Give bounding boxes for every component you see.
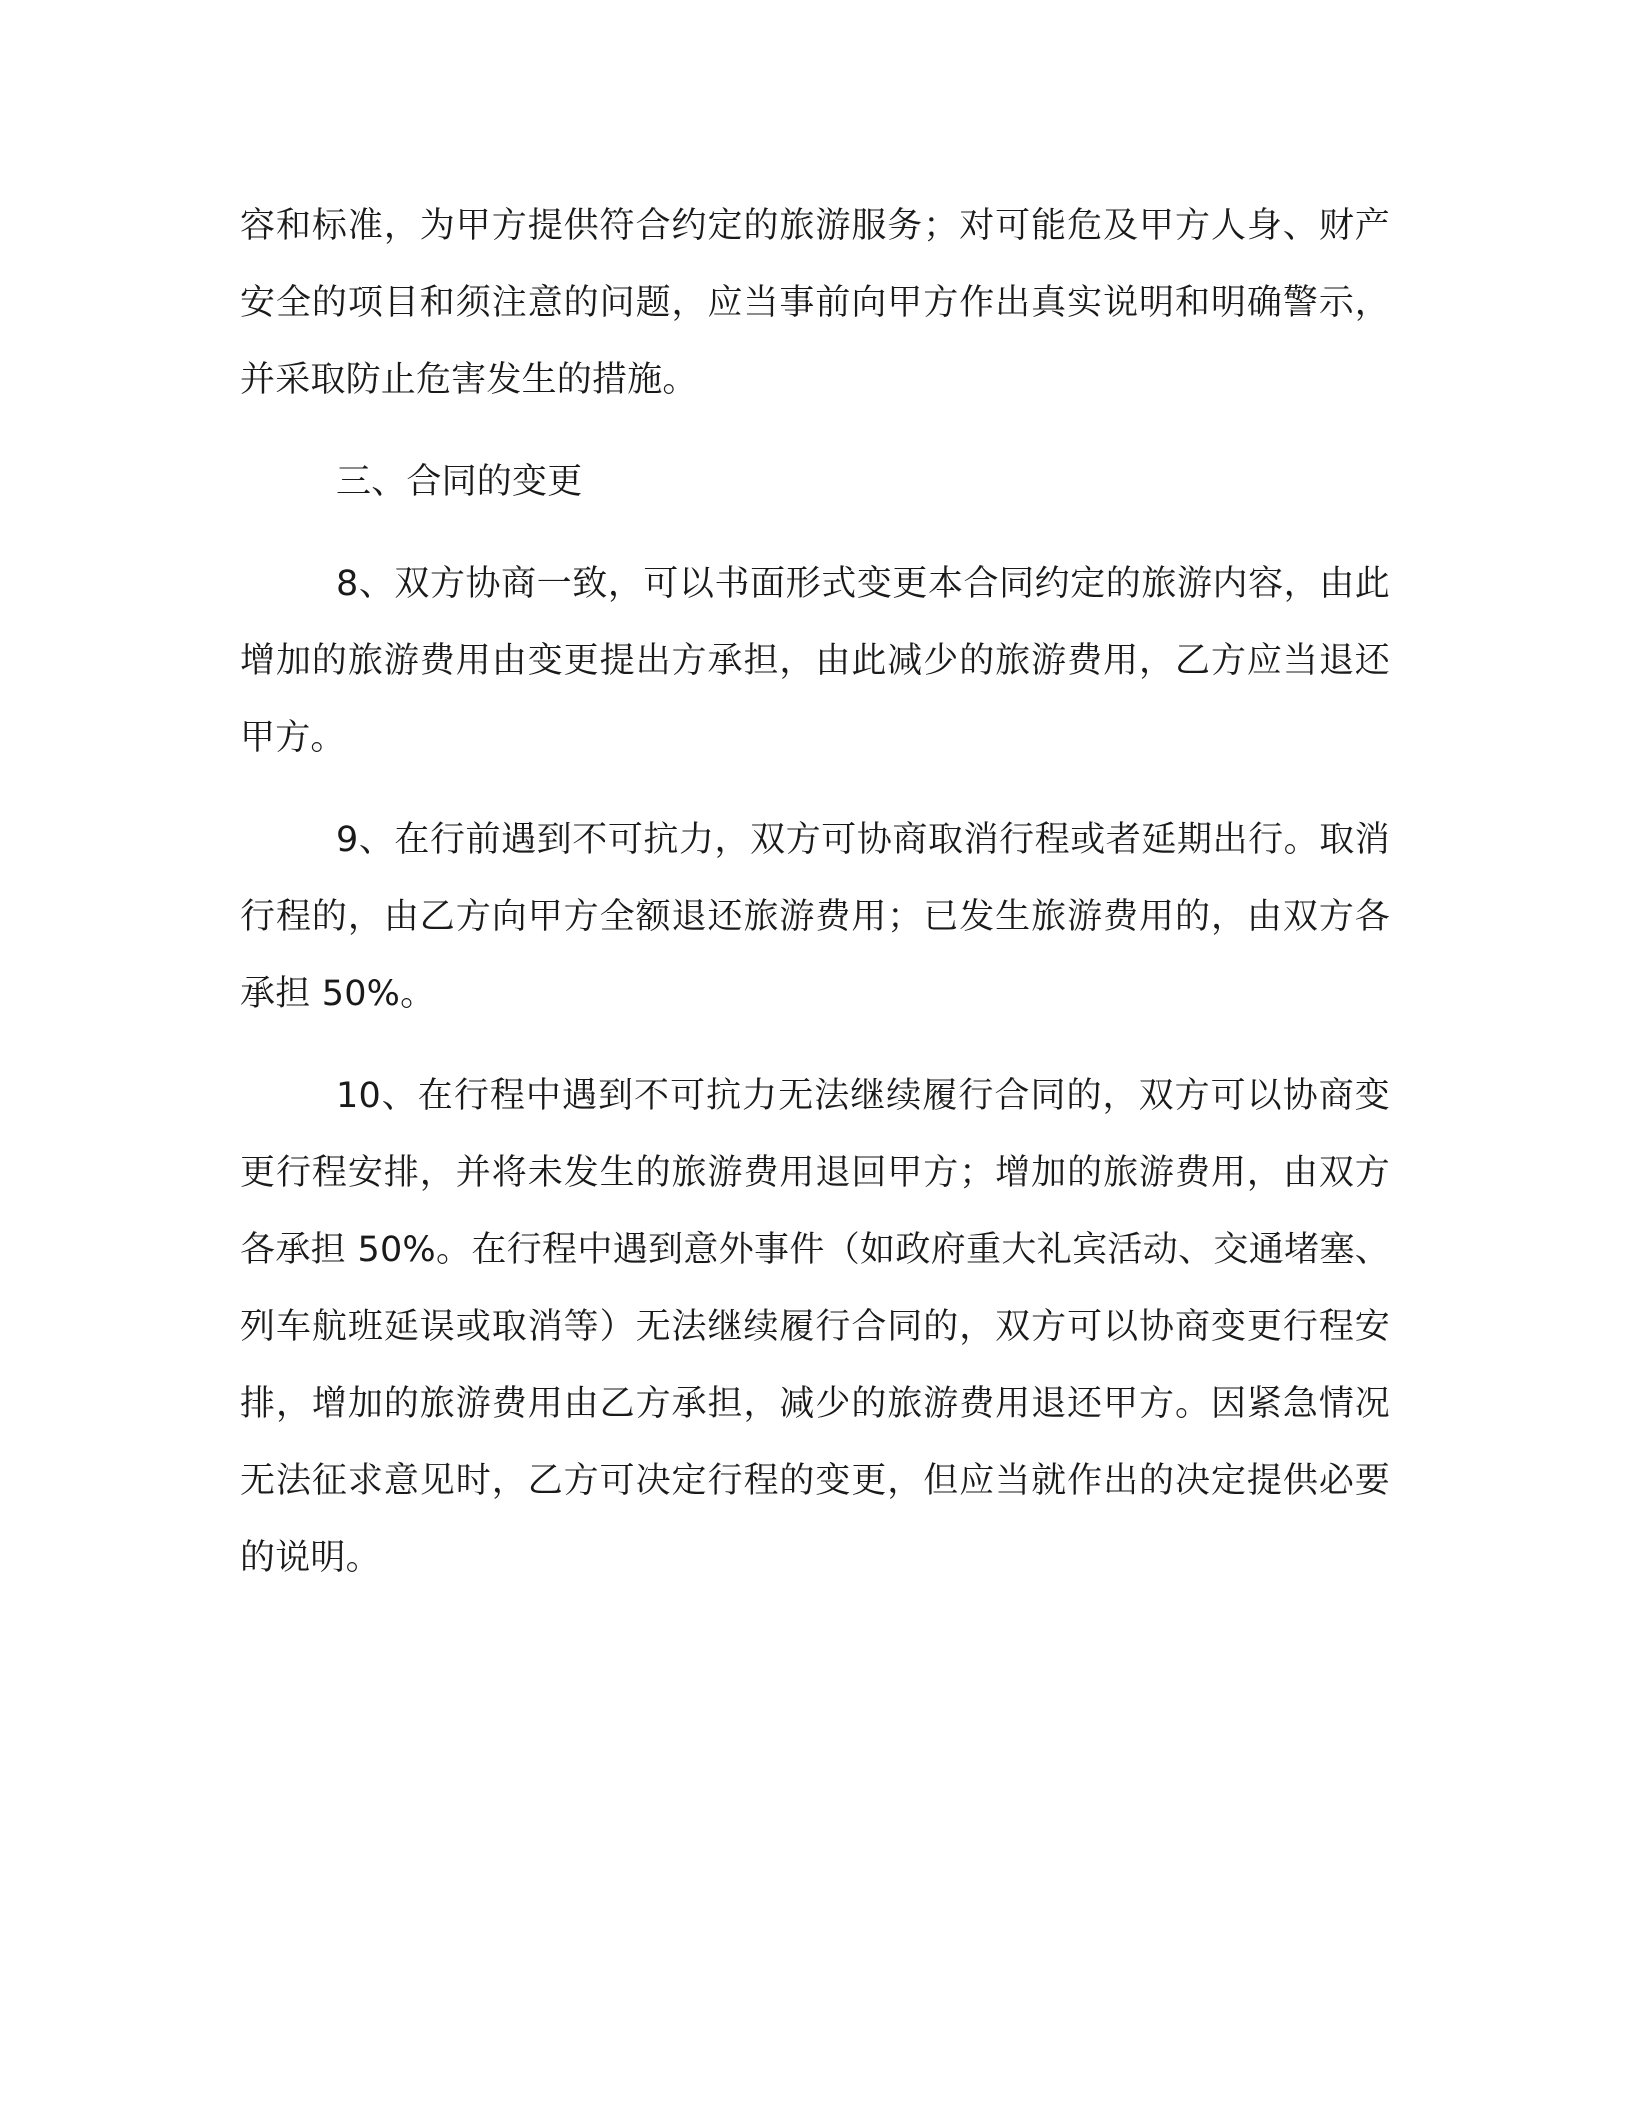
clause-9-paragraph: 9、在行前遇到不可抗力，双方可协商取消行程或者延期出行。取消行程的，由乙方向甲方全额退还旅游费用；已发生旅游费用的，由双方各承担 50%。 [240,820,1390,1014]
paragraph-continuation: 容和标准，为甲方提供符合约定的旅游服务；对可能危及甲方人身、财产安全的项目和须注意的问题，应当事前向甲方作出真实说明和明确警示，并采取防止危害发生的措施。 [240,206,1390,400]
clause-10-paragraph: 10、在行程中遇到不可抗力无法继续履行合同的，双方可以协商变更行程安排，并将未发生的旅游费用退回甲方；增加的旅游费用，由双方各承担 50%。在行程中遇到意外事件（如政府重大礼宾活动、交通堵塞、列车航班延误或取消等）无法继续履行合同的，双方可以协商变更行程安排，增加的旅游费用由乙方承担，减少的旅游费用退还甲方。因紧急情况无法征求意见时，乙方可决定行程的变更，但应当就作出的决定提供必要的说明。 [240,1076,1390,1578]
document-body [240,188,1390,1622]
section-heading-contract-change: 三、合同的变更 [336,462,583,502]
clause-8-paragraph: 8、双方协商一致，可以书面形式变更本合同约定的旅游内容，由此增加的旅游费用由变更提出方承担，由此减少的旅游费用，乙方应当退还甲方。 [240,564,1390,758]
